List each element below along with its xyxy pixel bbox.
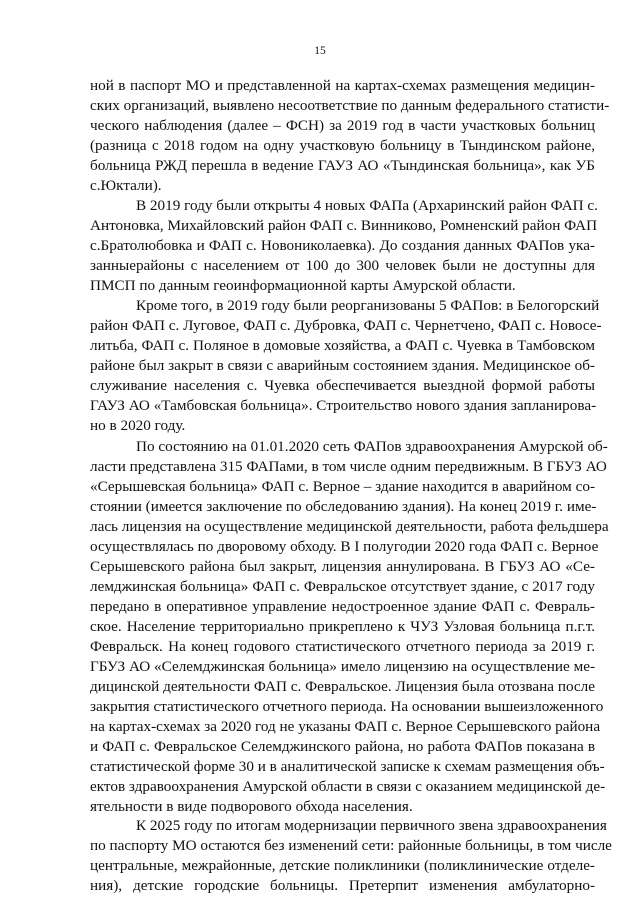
paragraph-first-line: В 2019 году были открыты 4 новых ФАПа (Архаринский район ФАП с. [136, 197, 598, 214]
text-line: ское. Население территориально прикреплено к ЧУЗ Узловая больница п.г.т. [90, 618, 595, 635]
text-line: ГБУЗ АО «Селемджинская больница» имело лицензию на осуществление ме- [90, 658, 595, 675]
text-line: больница РЖД перешла в ведение ГАУЗ АО «Тындинская больница», как УБ [90, 157, 595, 174]
text-line: закрытия статистического отчетного периода. На основании вышеизложенного [90, 698, 604, 715]
text-line: лась лицензия на осуществление медицинской деятельности, работа фельдшера [90, 518, 609, 535]
text-line: Февральск. На конец годового статистического отчетного периода за 2019 г. [90, 638, 595, 655]
text-line: но в 2020 году. [90, 417, 186, 434]
text-line: осуществлялась по дворовому обходу. В I полугодии 2020 года ФАП с. Верное [90, 538, 599, 555]
text-line: с.Юктали). [90, 177, 162, 194]
text-line: районе был закрыт в связи с аварийным состоянием здания. Медицинское об- [90, 357, 595, 374]
text-line: ГАУЗ АО «Тамбовская больница». Строительство нового здания запланирова- [90, 397, 597, 414]
text-line: ной в паспорт МО и представленной на картах-схемах размещения медицин- [90, 77, 595, 94]
text-line: по паспорту МО остаются без изменений сети: районные больницы, в том числе [90, 837, 612, 854]
text-line: ПМСП по данным геоинформационной карты Амурской области. [90, 277, 516, 294]
text-line: центральные, межрайонные, детские поликлиники (поликлинические отделе- [90, 857, 595, 874]
text-line: ческого наблюдения (далее – ФСН) за 2019 год в части участковых больниц [90, 117, 595, 134]
text-line: Антоновка, Михайловский район ФАП с. Винниково, Ромненский район ФАП [90, 217, 598, 234]
paragraph-first-line: Кроме того, в 2019 году были реорганизованы 5 ФАПов: в Белогорский [136, 297, 600, 314]
text-line: «Серышевская больница» ФАП с. Верное – здание находится в аварийном со- [90, 478, 595, 495]
text-line: ласти представлена 315 ФАПами, в том числе одним передвижным. В ГБУЗ АО [90, 458, 607, 475]
text-line: занныерайоны с населением от 100 до 300 человек были не доступны для [90, 257, 595, 274]
paragraph-first-line: По состоянию на 01.01.2020 сеть ФАПов здравоохранения Амурской об- [136, 438, 608, 455]
text-line: (разница с 2018 годом на одну участковую больницу в Тындинском районе, [90, 137, 595, 154]
text-line: дицинской деятельности ФАП с. Февральское. Лицензия была отозвана после [90, 678, 595, 695]
paragraph-first-line: К 2025 году по итогам модернизации первичного звена здравоохранения [136, 817, 607, 834]
text-line: стоянии (имеется заключение по обследованию здания). На конец 2019 г. име- [90, 498, 597, 515]
text-line: район ФАП с. Луговое, ФАП с. Дубровка, ФАП с. Чернетчено, ФАП с. Новосе- [90, 317, 602, 334]
text-line: лемджинская больница» ФАП с. Февральское отсутствует здание, с 2017 году [90, 578, 595, 595]
text-line: литьба, ФАП с. Поляное в домовые хозяйства, а ФАП с. Чуевка в Тамбовском [90, 337, 595, 354]
page-number: 15 [314, 45, 326, 57]
text-line: на картах-схемах за 2020 год не указаны ФАП с. Верное Серышевского района [90, 718, 601, 735]
text-line: ектов здравоохранения Амурской области в связи с оказанием медицинской де- [90, 778, 606, 795]
text-line: Серышевского района был закрыт, лицензия аннулирована. В ГБУЗ АО «Се- [90, 558, 595, 575]
text-line: ния), детские городские больницы. Претерпит изменения амбулаторно- [90, 877, 595, 894]
text-line: с.Братолюбовка и ФАП с. Новониколаевка). До создания данных ФАПов ука- [90, 237, 595, 254]
text-line: передано в оперативное управление недостроенное здание ФАП с. Февраль- [90, 598, 595, 615]
text-line: служивание населения с. Чуевка обеспечивается выездной формой работы [90, 377, 595, 394]
text-line: статистической форме 30 и в аналитической записке к схемам размещения объ- [90, 758, 605, 775]
text-line: и ФАП с. Февральское Селемджинского района, но работа ФАПов показана в [90, 738, 595, 755]
text-line: ятельности в виде подворового обхода населения. [90, 798, 413, 815]
text-line: ских организаций, выявлено несоответствие по данным федерального статисти- [90, 97, 610, 114]
